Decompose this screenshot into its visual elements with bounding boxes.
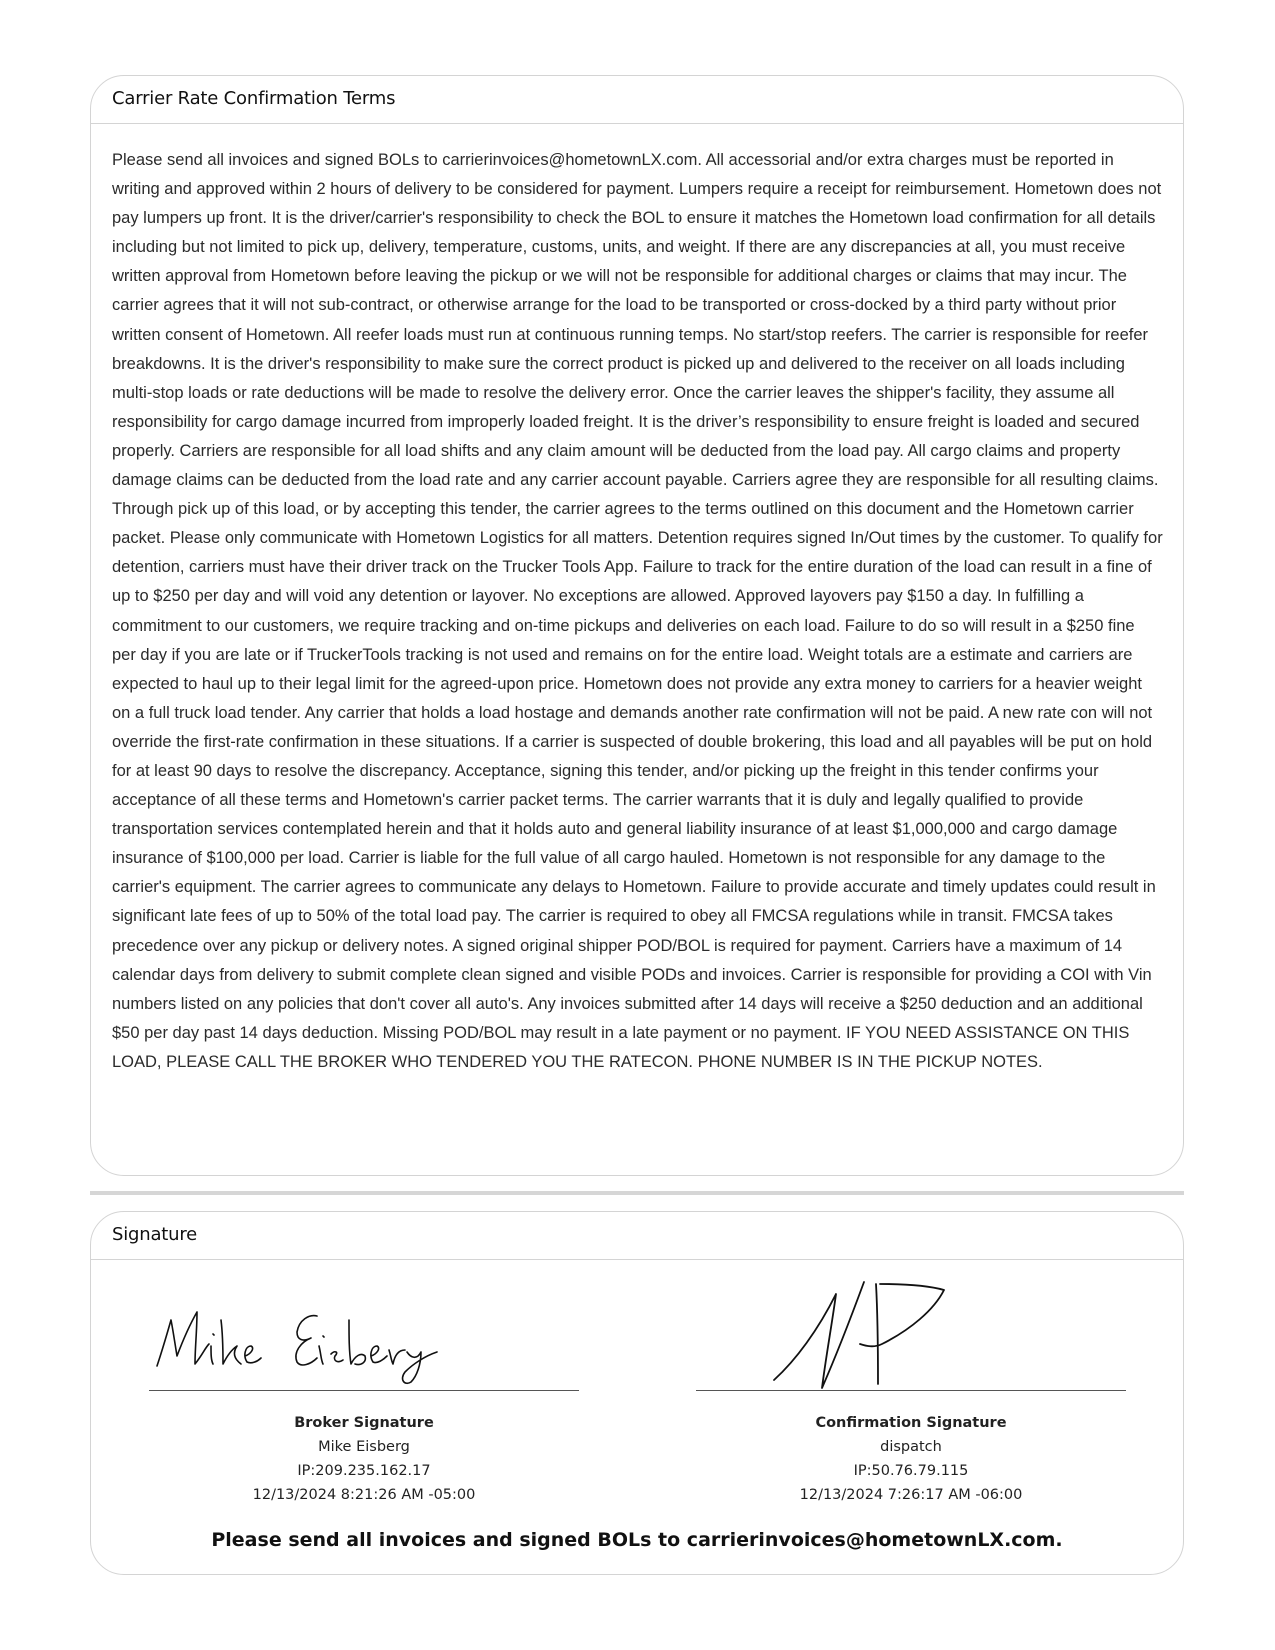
confirmation-signature-drawing (696, 1260, 1126, 1390)
broker-timestamp: 12/13/2024 8:21:26 AM -05:00 (252, 1487, 476, 1503)
terms-panel (90, 75, 1184, 1176)
section-divider (90, 1191, 1184, 1195)
broker-name: Mike Eisberg (318, 1439, 410, 1455)
broker-signature-role: Broker Signature (294, 1415, 434, 1431)
confirmation-signature-info (696, 1391, 1126, 1507)
terms-title: Carrier Rate Confirmation Terms (91, 76, 1183, 124)
confirmation-timestamp: 12/13/2024 7:26:17 AM -06:00 (799, 1487, 1023, 1503)
signature-panel (90, 1211, 1184, 1575)
confirmation-ip: IP:50.76.79.115 (853, 1463, 969, 1479)
broker-signature-drawing (149, 1260, 579, 1390)
terms-text: Please send all invoices and signed BOLs to carrierinvoices@hometownLX.com. All accessorial and/or extra charges must be reported in writing and approved within 2 hours of delivery to be considered for payment. Lumpers require a receipt for reimbursement. Hometown does not pay lumpers up front. It is the driver/carrier's responsibility to check the BOL to ensure it matches the Hometown load confirmation for all details including but not limited to pick up, delivery, temperature, customs, units, and weight. If there are any discrepancies at all, you must receive written approval from Hometown before leaving the pickup or we will not be responsible for additional charges or claims that may incur. The carrier agrees that it will not sub-contract, or otherwise arrange for the load to be transported or cross-docked by a third party without prior written consent of Hometown. All reefer loads must run at continuous running temps. No start/stop reefers. The carrier is responsible for reefer breakdowns. It is the driver's responsibility to make sure the correct product is picked up and delivered to the receiver on all loads including multi-stop loads or rate deductions will be made to resolve the delivery error. Once the carrier leaves the shipper's facility, they assume all responsibility for cargo damage incurred from improperly loaded freight. It is the driver’s responsibility to ensure freight is loaded and secured properly. Carriers are responsible for all load shifts and any claim amount will be deducted from the load pay. All cargo claims and property damage claims can be deducted from the load rate and any carrier account payable. Carriers agree they are responsible for all resulting claims. Through pick up of this load, or by accepting this tender, the carrier agrees to the terms outlined on this document and the Hometown carrier packet. Please only communicate with Hometown Logistics for all matters. Detention requires signed In/Out times by the customer. To qualify for detention, carriers must have their driver track on the Trucker Tools App. Failure to track for the entire duration of the load can result in a fine of up to $250 per day and will void any detention or layover. No exceptions are allowed. Approved layovers pay $150 a day. In fulfilling a commitment to our customers, we require tracking and on-time pickups and deliveries on each load. Failure to do so will result in a $250 fine per day if you are late or if TruckerTools tracking is not used and remains on for the entire load. Weight totals are a estimate and carriers are expected to haul up to their legal limit for the agreed-upon price. Hometown does not provide any extra money to carriers for a heavier weight on a full truck load tender. Any carrier that holds a load hostage and demands another rate confirmation will not be paid. A new rate con will not override the first-rate confirmation in these situations. If a carrier is suspected of double brokering, this load and all payables will be put on hold for at least 90 days to resolve the discrepancy. Acceptance, signing this tender, and/or picking up the freight in this tender confirms your acceptance of all these terms and Hometown's carrier packet terms. The carrier warrants that it is duly and legally qualified to provide transportation services contemplated herein and that it holds auto and general liability insurance of at least $1,000,000 and cargo damage insurance of $100,000 per load. Carrier is liable for the full value of all cargo hauled. Hometown is not responsible for any damage to the carrier's equipment. The carrier agrees to communicate any delays to Hometown. Failure to provide accurate and timely updates could result in significant late fees of up to 50% of the total load pay. The carrier is required to obey all FMCSA regulations while in transit. FMCSA takes precedence over any pickup or delivery notes. A signed original shipper POD/BOL is required for payment. Carriers have a maximum of 14 calendar days from delivery to submit complete clean signed and visible PODs and invoices. Carrier is responsible for providing a COI with Vin numbers listed on any policies that don't cover all auto's. Any invoices submitted after 14 days will receive a $250 deduction and an additional $50 per day past 14 days deduction. Missing POD/BOL may result in a late payment or no payment. IF YOU NEED ASSISTANCE ON THIS LOAD, PLEASE CALL THE BROKER WHO TENDERED YOU THE RATECON. PHONE NUMBER IS IN THE PICKUP NOTES. (112, 151, 1163, 1071)
invoice-instructions: Please send all invoices and signed BOLs to carrierinvoices@hometownLX.com. (211, 1529, 1063, 1551)
signature-area (91, 1260, 1183, 1574)
confirmation-signature-block (696, 1260, 1126, 1507)
confirmation-name: dispatch (880, 1439, 942, 1455)
confirmation-signature-role: Confirmation Signature (815, 1415, 1007, 1431)
broker-signature-info (149, 1391, 579, 1507)
signature-title: Signature (91, 1212, 1183, 1260)
broker-signature-block (149, 1260, 579, 1507)
broker-ip: IP:209.235.162.17 (297, 1463, 431, 1479)
